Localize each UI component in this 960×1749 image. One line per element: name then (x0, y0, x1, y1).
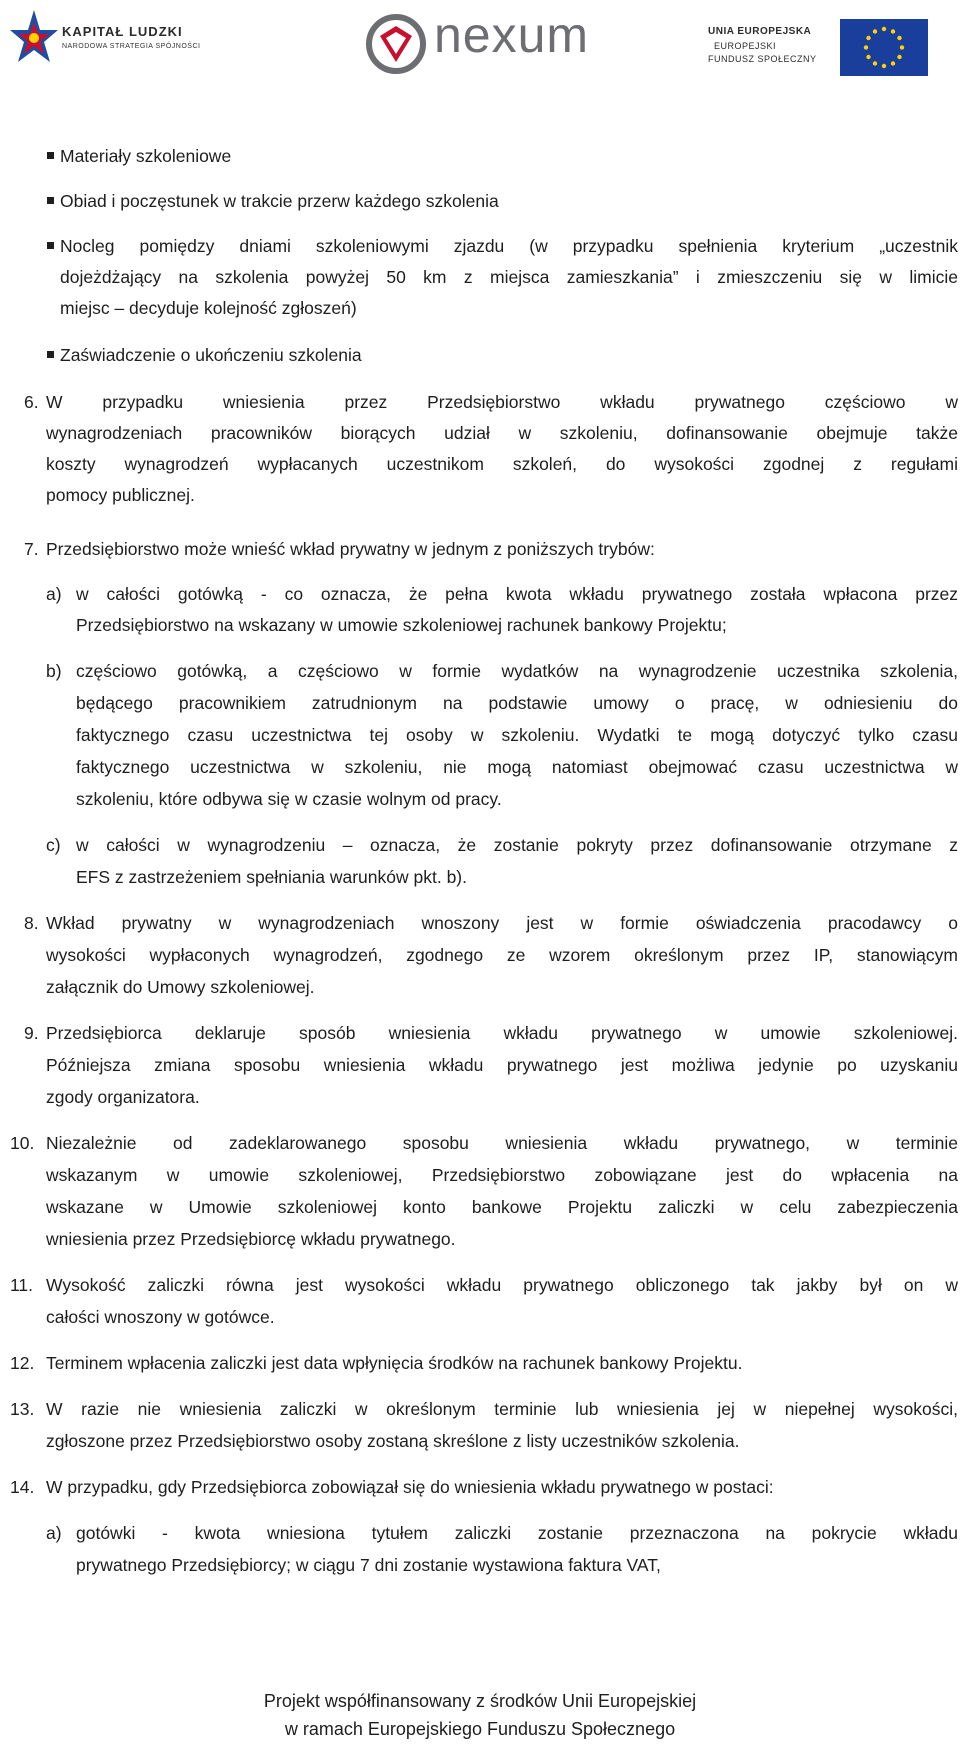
kapital-ludzki-logo (10, 6, 210, 76)
bullet-item: Materiały szkoleniowe (60, 146, 232, 166)
subitem-line: faktycznego uczestnictwa w szkoleniu, nie mogą natomiast obejmować czasu uczestnictwa w (76, 757, 958, 777)
item-line: W razie nie wniesienia zaliczki w określonym terminie lub wniesienia jej w niepełnej wysokości, (46, 1399, 958, 1419)
subitem-line: częściowo gotówką, a częściowo w formie wydatków na wynagrodzenie uczestnika szkolenia, (76, 661, 958, 681)
footer-line1: Projekt współfinansowany z środków Unii Europejskiej (263, 1691, 697, 1711)
bullet-item-line: dojeżdżający na szkolenia powyżej 50 km z miejsca zamieszkania” i zmieszczeniu się w limicie (60, 267, 958, 287)
bullet-marker (47, 351, 54, 358)
bullet-item: Obiad i poczęstunek w trakcie przerw każdego szkolenia (60, 191, 499, 211)
subitem-line: szkoleniu, które odbywa się w czasie wolnym od pracy. (76, 789, 502, 809)
eu-flag-icon (840, 19, 928, 76)
item-line: wniesienia przez Przedsiębiorcę wkładu prywatnego. (46, 1229, 456, 1249)
item-line: Wysokość zaliczki równa jest wysokości wkładu prywatnego obliczonego tak jakby był on w (46, 1275, 958, 1295)
kapital-ludzki-subtitle: NARODOWA STRATEGIA SPÓJNOŚCI (62, 43, 201, 50)
eu-logo-line2: EUROPEJSKI (714, 41, 777, 51)
subitem-letter: a) (46, 1523, 62, 1543)
eu-logo (708, 14, 938, 78)
item-line: zgłoszone przez Przedsiębiorstwo osoby zostaną skreślone z listy uczestników szkolenia. (46, 1431, 740, 1451)
item-number: 12. (10, 1353, 35, 1373)
subitem-line: faktycznego czasu uczestnictwa tej osoby w szkoleniu. Wydatki te mogą dotyczyć tylko czasu (76, 725, 958, 745)
item-line: wynagrodzeniach pracowników biorących udział w szkoleniu, dofinansowanie obejmuje także (46, 423, 958, 443)
bullet-marker (47, 152, 54, 159)
item-line: Wkład prywatny w wynagrodzeniach wnoszony jest w formie oświadczenia pracodawcy o (46, 913, 958, 933)
page-header (0, 0, 960, 96)
bullet-item-line: miejsc – decyduje kolejność zgłoszeń) (60, 298, 357, 318)
nexum-wordmark: nexum (434, 7, 590, 63)
item-line: zgody organizatora. (46, 1087, 200, 1107)
subitem-line: Przedsiębiorstwo na wskazany w umowie szkoleniowej rachunek bankowy Projektu; (76, 615, 727, 635)
item-number: 10. (10, 1133, 35, 1153)
item-number: 7. (24, 539, 39, 559)
subitem-line: w całości w wynagrodzeniu – oznacza, że zostanie pokryty przez dofinansowanie otrzymane z (76, 835, 958, 855)
subitem-line: będącego pracownikiem zatrudnionym na podstawie umowy o pracę, w odniesieniu do (76, 693, 958, 713)
item-line: wskazane w Umowie szkoleniowej konto bankowe Projektu zaliczki w celu zabezpieczenia (46, 1197, 958, 1217)
subitem-letter: c) (46, 835, 61, 855)
item-line: całości wnoszony w gotówce. (46, 1307, 275, 1327)
bullet-item-line: Nocleg pomiędzy dniami szkoleniowymi zjazdu (w przypadku spełnienia kryterium „uczestnik (60, 236, 958, 256)
page-footer (0, 1690, 960, 1740)
bullet-item: Zaświadczenie o ukończeniu szkolenia (60, 345, 362, 365)
item-number: 11. (10, 1275, 34, 1295)
item-number: 8. (24, 913, 39, 933)
footer-line2: w ramach Europejskiego Funduszu Społecznego (284, 1719, 676, 1739)
bullet-marker (47, 242, 54, 249)
item-line: Późniejsza zmiana sposobu wniesienia wkładu prywatnego jest możliwa jedynie po uzyskaniu (46, 1055, 958, 1075)
nexum-emblem-icon (366, 14, 426, 74)
eu-logo-line1: UNIA EUROPEJSKA (708, 26, 812, 37)
item-line: pomocy publicznej. (46, 485, 195, 505)
item-line: W przypadku wniesienia przez Przedsiębiorstwo wkładu prywatnego częściowo w (46, 392, 958, 412)
subitem-line: w całości gotówką - co oznacza, że pełna kwota wkładu prywatnego została wpłacona przez (76, 584, 958, 604)
item-number: 13. (10, 1399, 35, 1419)
item-number: 9. (24, 1023, 39, 1043)
item-number: 6. (24, 392, 39, 412)
subitem-line: EFS z zastrzeżeniem spełniania warunków pkt. b). (76, 867, 467, 887)
item-line: W przypadku, gdy Przedsiębiorca zobowiązał się do wniesienia wkładu prywatnego w postaci: (46, 1477, 774, 1497)
item-line: wskazanym w umowie szkoleniowej, Przedsiębiorstwo zobowiązane jest do wpłacenia na (46, 1165, 958, 1185)
item-number: 14. (10, 1477, 35, 1497)
item-line: Terminem wpłacenia zaliczki jest data wpłynięcia środków na rachunek bankowy Projektu. (46, 1353, 743, 1373)
kapital-ludzki-title: KAPITAŁ LUDZKI (62, 24, 183, 39)
item-line: koszty wynagrodzeń wypłacanych uczestnikom szkoleń, do wysokości zgodnej z regułami (46, 454, 958, 474)
subitem-letter: a) (46, 584, 62, 604)
item-line: Przedsiębiorca deklaruje sposób wniesienia wkładu prywatnego w umowie szkoleniowej. (46, 1023, 958, 1043)
item-line: Przedsiębiorstwo może wnieść wkład prywatny w jednym z poniższych trybów: (46, 539, 655, 559)
subitem-line: prywatnego Przedsiębiorcy; w ciągu 7 dni zostanie wystawiona faktura VAT, (76, 1555, 661, 1575)
kapital-ludzki-emblem-icon (10, 8, 58, 72)
item-line: załącznik do Umowy szkoleniowej. (46, 977, 315, 997)
item-line: wysokości wypłaconych wynagrodzeń, zgodnego ze wzorem określonym przez IP, stanowiącym (46, 945, 958, 965)
bullet-marker (47, 197, 54, 204)
subitem-letter: b) (46, 661, 62, 681)
eu-logo-line3: FUNDUSZ SPOŁECZNY (708, 54, 817, 64)
subitem-line: gotówki - kwota wniesiona tytułem zaliczki zostanie przeznaczona na pokrycie wkładu (76, 1523, 958, 1543)
item-line: Niezależnie od zadeklarowanego sposobu wniesienia wkładu prywatnego, w terminie (46, 1133, 958, 1153)
nexum-logo (366, 7, 590, 76)
